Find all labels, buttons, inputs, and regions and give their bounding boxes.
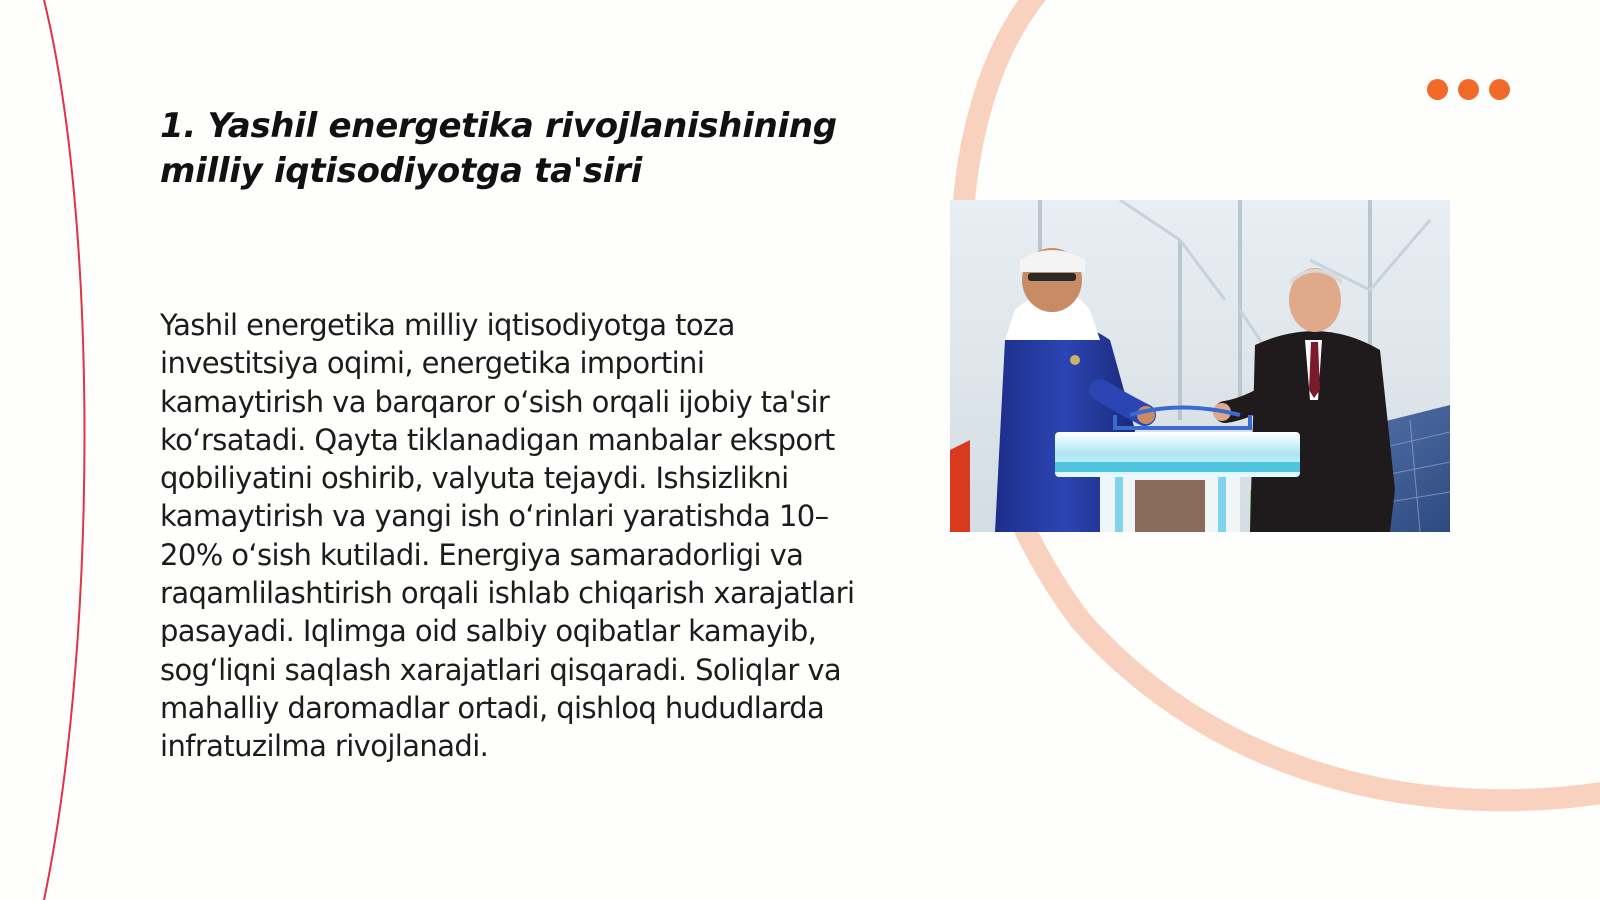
slide-title: 1. Yashil energetika rivojlanishining milliy iqtisodiyotga ta'siri	[160, 106, 837, 191]
dot-icon	[1489, 79, 1510, 100]
slide-body-text: Yashil energetika milliy iqtisodiyotga toza investitsiya oqimi, energetika importini kamaytirish va barqaror o‘sish orqali ijobiy ta'sir ko‘rsatadi. Qayta tiklanadigan manbalar eksport qobiliyatini oshirib, valyuta tejaydi. Ishsizlikni kamaytirish va yangi ish o‘rinlari yaratishda 10–20% o‘sish kutiladi. Energiya samaradorligi va raqamlilashtirish orqali ishlab chiqarish xarajatlari pasayadi. Iqlimga oid salbiy oqibatlar kamayib, sog‘liqni saqlash xarajatlari qisqaradi. Soliqlar va mahalliy daromadlar ortadi, qishloq hududlarda infratuzilma rivojlanadi.	[160, 308, 855, 764]
photo	[950, 200, 1450, 532]
dot-icon	[1427, 79, 1448, 100]
dot-icon	[1458, 79, 1479, 100]
photo-illustration	[950, 200, 1450, 532]
left-curve-line	[44, 0, 85, 900]
dots-menu-icon	[1427, 79, 1510, 100]
